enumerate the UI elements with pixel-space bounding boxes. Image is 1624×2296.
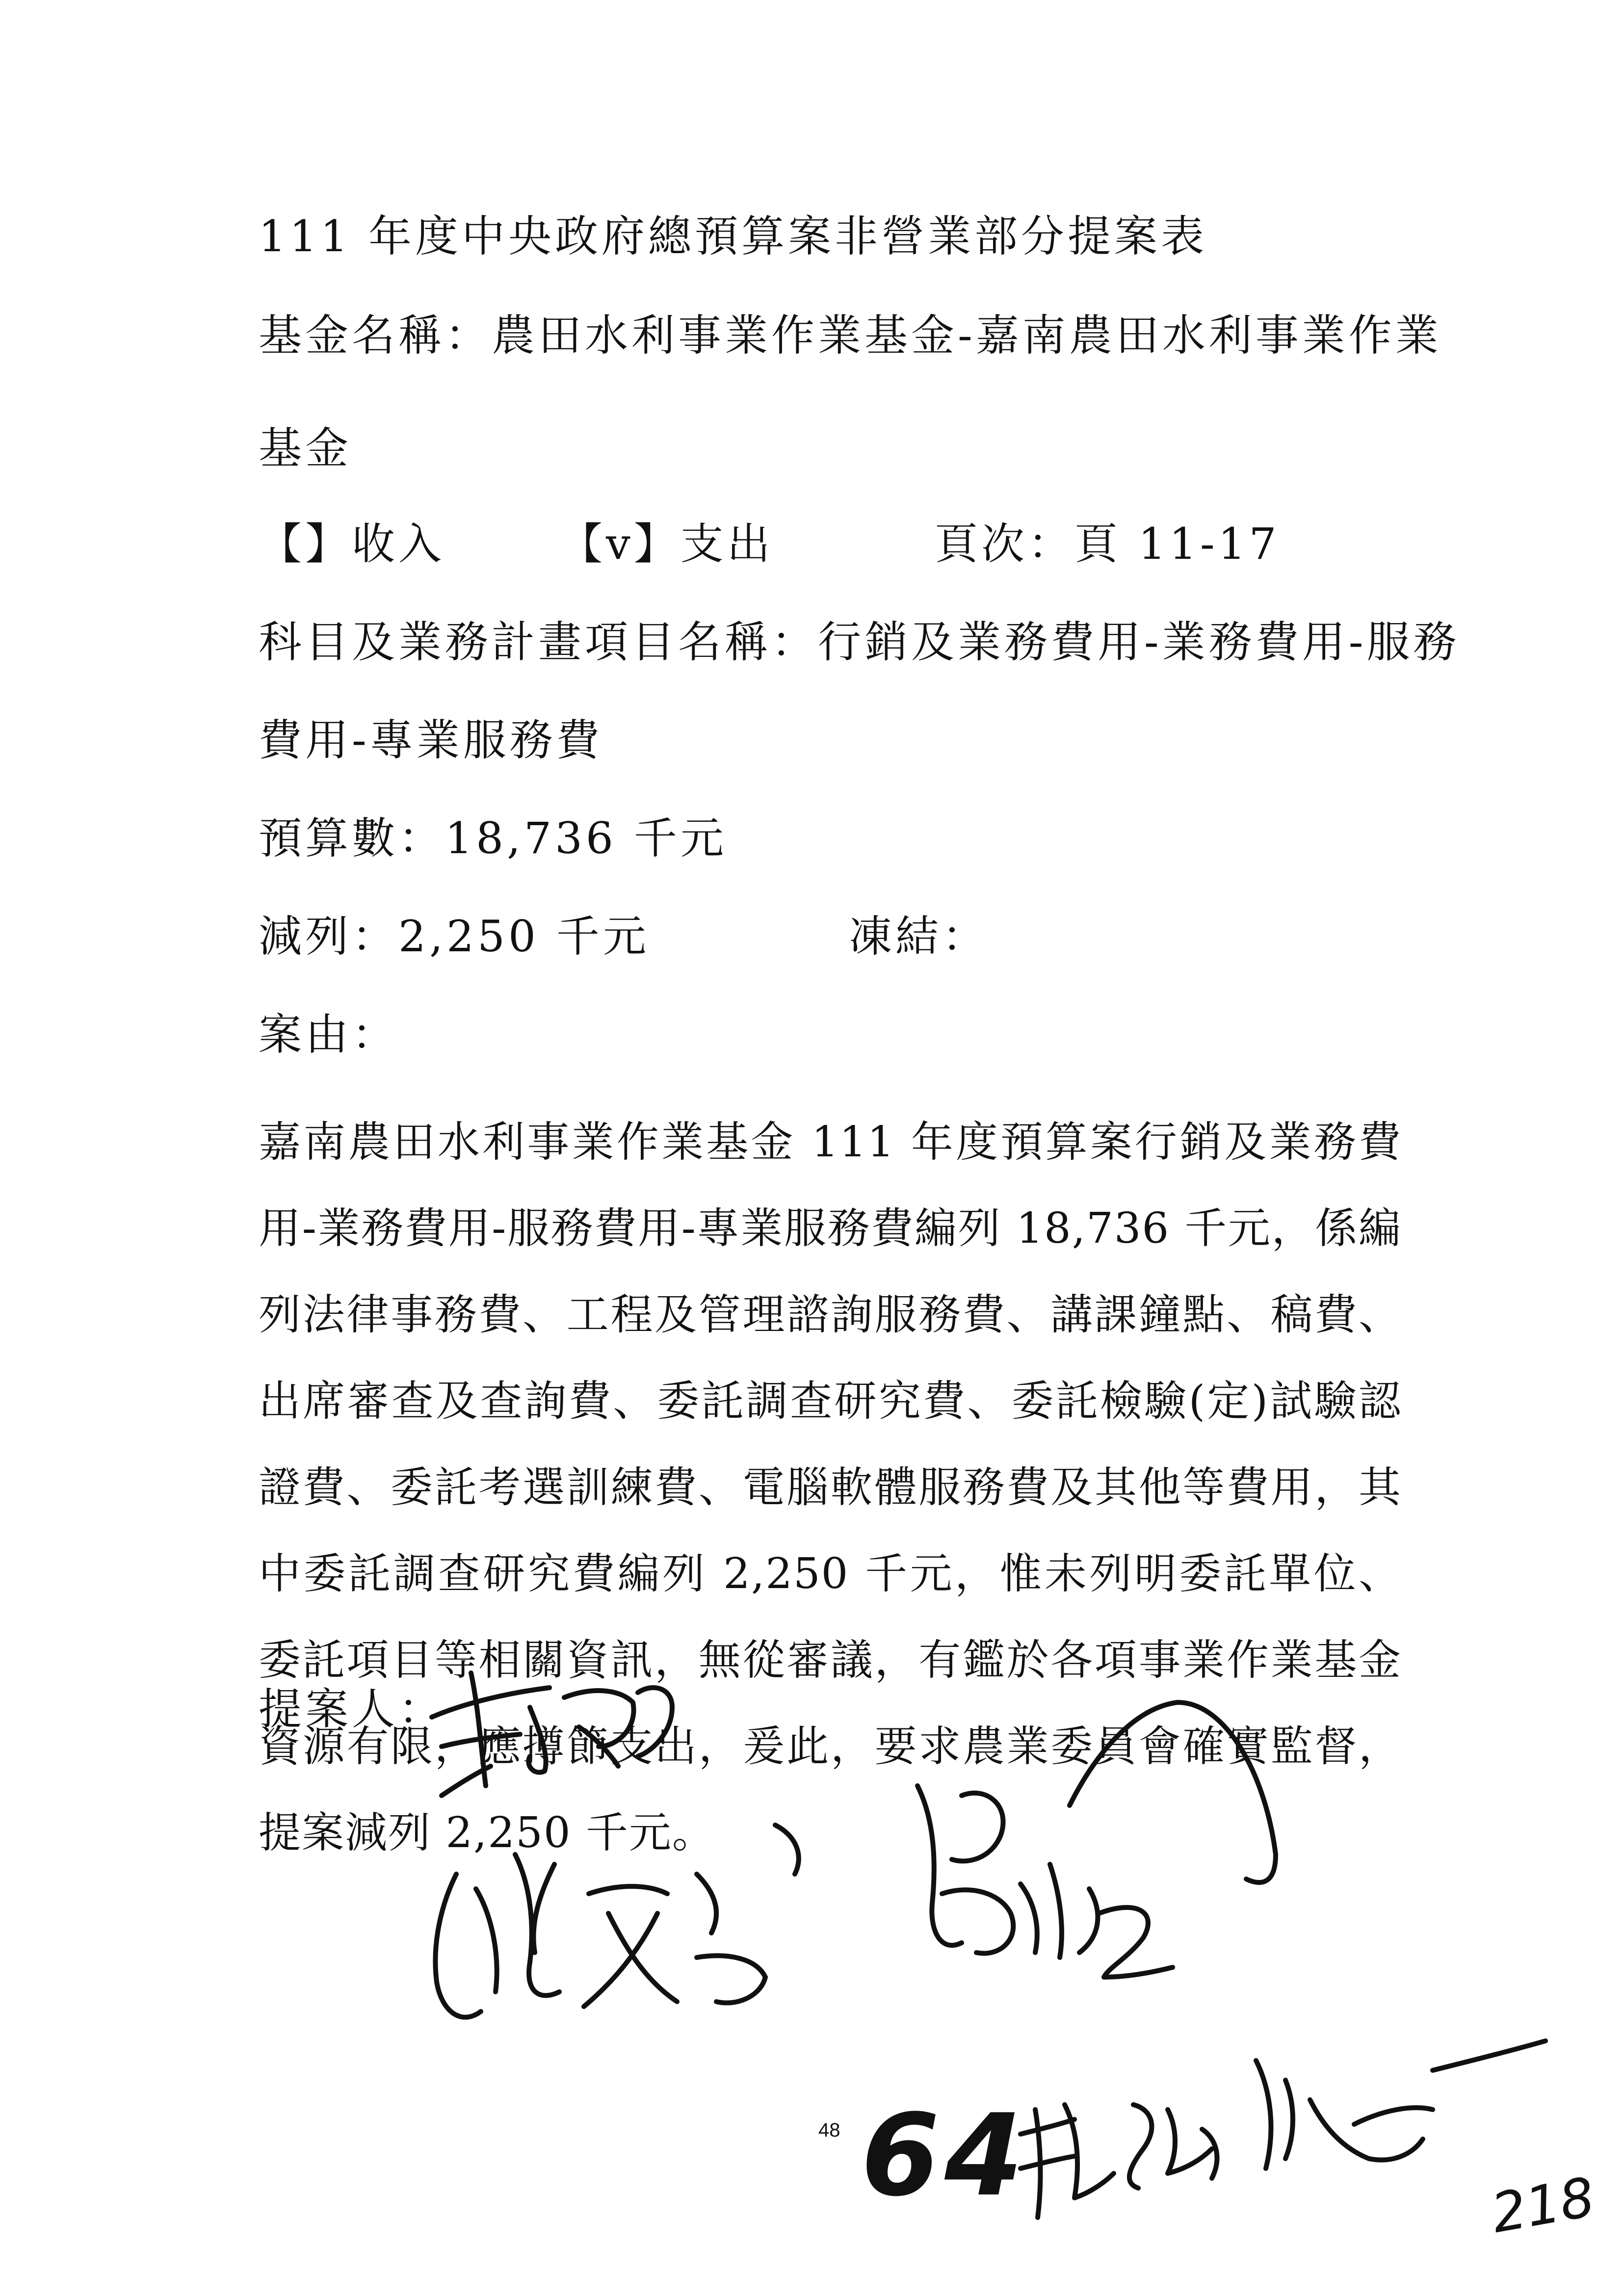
reason-paragraph: 嘉南農田水利事業作業基金 111 年度預算案行銷及業務費用-業務費用-服務費用-專業服務費編列 18,736 千元，係編列法律事務費、工程及管理諮詢服務費、講課鐘點、稿費、出席審查及查詢費、委託調查研究費、委託檢驗(定)試驗認證費、委託考選訓練費、電腦軟體服務費及其他等費用，其中委託調查研究費編列 2,250 千元，惟未列明委託單位、委託項目等相關資訊，無從審議，有鑑於各項事業作業基金資源有限，應撙節支出，爰此，要求農業委員會確實監督，提案減列 2,250 千元。 <box>259 1118 1402 1857</box>
fund-name-line1: 基金名稱：農田水利事業作業基金-嘉南農田水利事業作業 <box>259 310 1442 361</box>
item-name-line1: 科目及業務計畫項目名稱：行銷及業務費用-業務費用-服務 <box>259 617 1460 667</box>
expense-checkbox: 【v】支出 <box>559 519 774 569</box>
item-name-line2: 費用-專業服務費 <box>259 715 603 765</box>
handwritten-note: 218 <box>1487 2165 1599 2245</box>
freeze-label: 凍結： <box>849 911 989 962</box>
handwritten-number: 64 <box>861 2090 1028 2221</box>
document-title: 111 年度中央政府總預算案非營業部分提案表 <box>259 211 1207 261</box>
reason-label: 案由： <box>259 1009 399 1060</box>
proposer-label: 提案人： <box>259 1684 445 1734</box>
fund-name-line2: 基金 <box>259 423 352 473</box>
reduction-amount: 減列：2,250 千元 <box>259 911 650 962</box>
budget-amount: 預算數：18,736 千元 <box>259 813 727 863</box>
page-reference: 頁次：頁 11-17 <box>935 519 1280 569</box>
page-number: 48 <box>818 2119 840 2141</box>
income-checkbox: 【】收入 <box>259 519 445 569</box>
